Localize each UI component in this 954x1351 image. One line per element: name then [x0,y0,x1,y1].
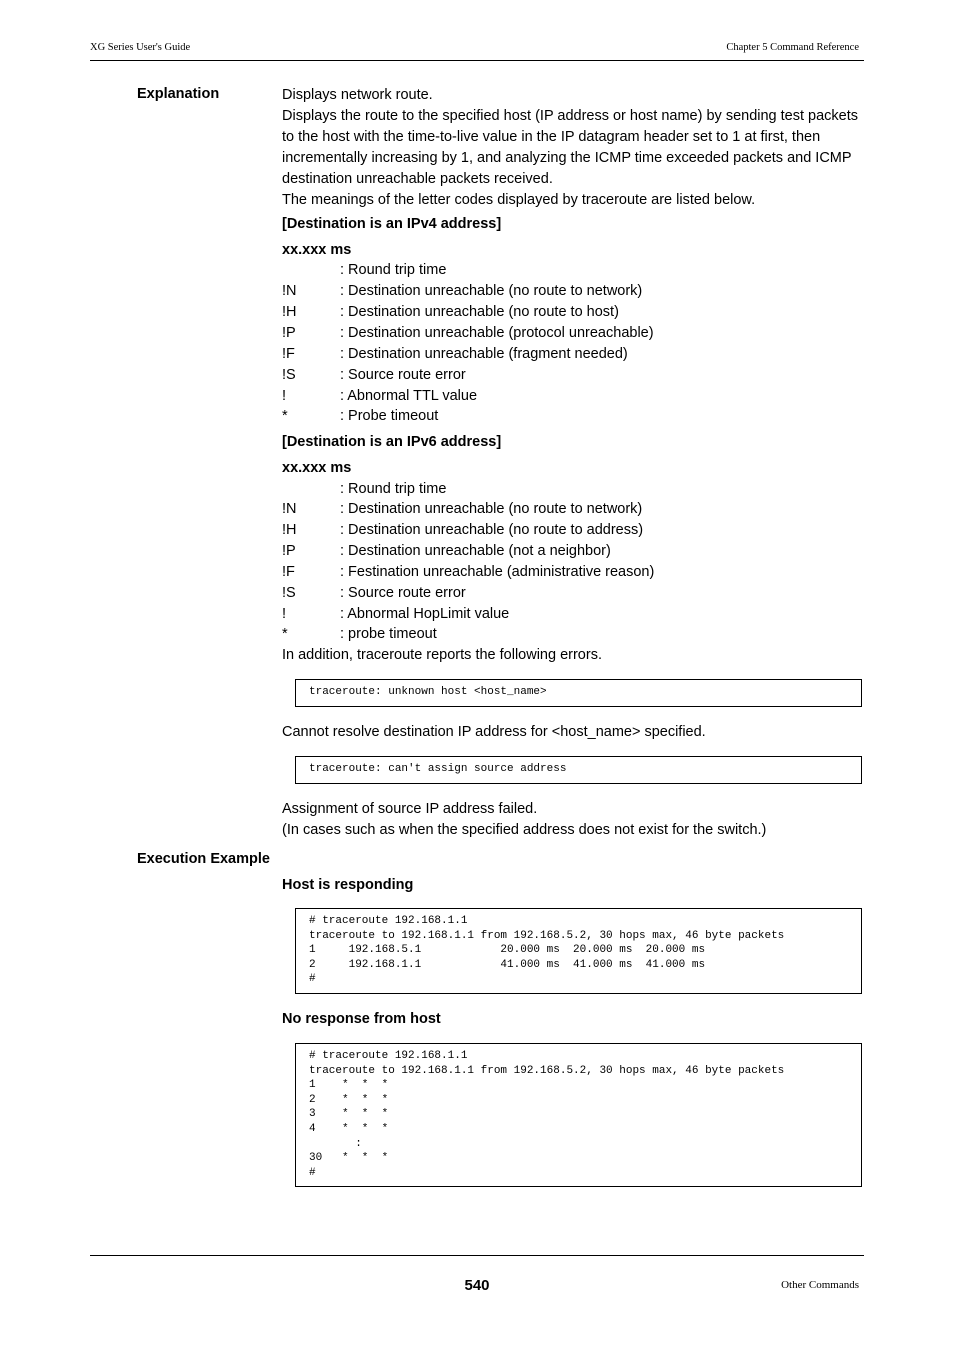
desc: : Source route error [340,367,466,383]
responding-code: # traceroute 192.168.1.1 traceroute to 192.168.1.1 from 192.168.5.2, 30 hops max, 46 byte packets 1 192.168.5.1 20.000 ms 20.000 ms 20.000 ms 2 192.168.1.1 41.000 ms 41.000 ms 41.000 ms # [309,915,785,986]
desc: : Festination unreachable (administrative reason) [340,564,655,580]
code: * [282,408,288,424]
desc: : Destination unreachable (no route to network) [340,283,643,299]
page-number: 540 [464,1277,490,1294]
responding-heading: Host is responding [282,877,414,893]
error2-description-2: (In cases such as when the specified address does not exist for the switch.) [282,822,767,838]
desc: : Destination unreachable (no route to address) [340,522,644,538]
ipv4-heading: [Destination is an IPv4 address] [282,216,502,232]
desc: : Probe timeout [340,408,439,424]
desc: : Round trip time [340,262,447,278]
explanation-line-1: Displays network route. [282,87,433,103]
error1-code: traceroute: unknown host <host_name> [309,686,547,698]
code: !S [282,367,296,383]
error2-description-1: Assignment of source IP address failed. [282,801,538,817]
desc: : Abnormal HopLimit value [340,606,510,622]
no-response-heading: No response from host [282,1011,441,1027]
explanation-line-3: The meanings of the letter codes displayed by traceroute are listed below. [282,192,756,208]
code: ! [282,606,287,622]
code: !S [282,585,296,601]
desc: : Source route error [340,585,466,601]
code: !F [282,346,295,362]
code: * [282,626,288,642]
error1-code-box [295,679,862,707]
ipv6-heading: [Destination is an IPv6 address] [282,434,502,450]
desc: : Destination unreachable (protocol unreachable) [340,325,654,341]
footer-rule [90,1255,864,1256]
ipv4-subheading: xx.xxx ms [282,242,352,258]
desc: : probe timeout [340,626,437,642]
code: !P [282,325,296,341]
desc: : Destination unreachable (no route to host) [340,304,619,320]
code: !H [282,304,297,320]
desc: : Round trip time [340,481,447,497]
explanation-line-2: Displays the route to the specified host (IP address or host name) by sending test packets to the host with the time-to-live value in the IP datagram header set to 1 at first, then incrementally increasing by 1, and analyzing the ICMP time exceeded packets and ICMP destination unreachable packets received. [282,108,859,187]
no-response-code-box [295,1043,862,1187]
code: !P [282,543,296,559]
responding-code-box [295,908,862,994]
header-right: Chapter 5 Command Reference [726,42,859,53]
code: !F [282,564,295,580]
desc: : Destination unreachable (not a neighbor) [340,543,611,559]
code: !N [282,283,297,299]
execution-example-heading: Execution Example [137,851,270,867]
ipv6-subheading: xx.xxx ms [282,460,352,476]
footer-section: Other Commands [781,1279,859,1291]
error2-code-box [295,756,862,784]
no-response-code: # traceroute 192.168.1.1 traceroute to 192.168.1.1 from 192.168.5.2, 30 hops max, 46 byte packets 1 * * * 2 * * * 3 * * * 4 * * * : 30 * * * # [309,1050,785,1179]
code: !N [282,501,297,517]
explanation-heading: Explanation [137,86,220,102]
error1-description: Cannot resolve destination IP address for <host_name> specified. [282,724,706,740]
errors-intro: In addition, traceroute reports the following errors. [282,647,602,663]
header-rule [90,60,864,61]
desc: : Abnormal TTL value [340,388,478,404]
desc: : Destination unreachable (fragment needed) [340,346,628,362]
code: !H [282,522,297,538]
desc: : Destination unreachable (no route to network) [340,501,643,517]
header-left: XG Series User's Guide [90,42,191,53]
error2-code: traceroute: can't assign source address [309,763,567,775]
explanation-paragraph [282,85,862,211]
code: ! [282,388,287,404]
